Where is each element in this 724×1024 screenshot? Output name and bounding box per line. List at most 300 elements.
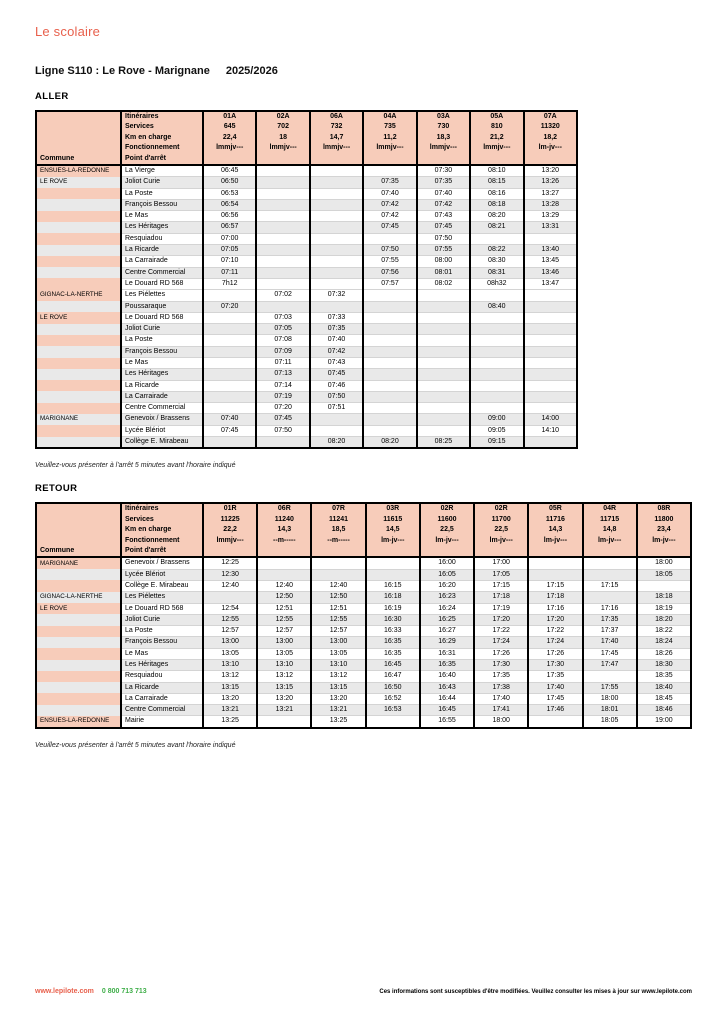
column-header-03A: 03A 730 18,3 lmmjv--- bbox=[417, 111, 470, 165]
time-cell: 08:20 bbox=[363, 437, 416, 449]
commune-cell: MARIGNANE bbox=[36, 557, 121, 569]
commune-cell bbox=[36, 580, 121, 591]
stop-cell: La Carrairade bbox=[121, 391, 203, 402]
time-cell: 16:05 bbox=[420, 569, 474, 580]
time-cell: 13:00 bbox=[311, 637, 365, 648]
time-cell: 17:18 bbox=[528, 592, 582, 603]
table-row bbox=[36, 569, 691, 580]
column-header-03R: 03R 11615 14,5 lm-jv--- bbox=[366, 503, 420, 557]
time-cell bbox=[417, 425, 470, 436]
table-row bbox=[36, 391, 577, 402]
time-cell bbox=[363, 324, 416, 335]
time-cell: 07:42 bbox=[417, 199, 470, 210]
time-cell: 07:42 bbox=[310, 346, 363, 357]
time-cell: 16:29 bbox=[420, 637, 474, 648]
table-row bbox=[36, 437, 577, 449]
time-cell: 17:26 bbox=[528, 648, 582, 659]
stop-cell: Lycée Blériot bbox=[121, 425, 203, 436]
stop-cell: La Ricarde bbox=[121, 682, 203, 693]
time-cell bbox=[203, 335, 256, 346]
time-cell bbox=[363, 312, 416, 323]
footer-website-link[interactable]: www.lepilote.com bbox=[35, 988, 94, 995]
time-cell: 07:20 bbox=[203, 301, 256, 312]
time-cell: 07:32 bbox=[310, 290, 363, 301]
time-cell bbox=[524, 312, 577, 323]
time-cell: 16:43 bbox=[420, 682, 474, 693]
time-cell: 07:10 bbox=[203, 256, 256, 267]
time-cell bbox=[363, 165, 416, 177]
table-row bbox=[36, 603, 691, 614]
commune-cell bbox=[36, 233, 121, 244]
stop-cell: La Poste bbox=[121, 626, 203, 637]
table-row bbox=[36, 199, 577, 210]
time-cell bbox=[203, 312, 256, 323]
time-cell: 09:05 bbox=[470, 425, 523, 436]
table-row bbox=[36, 358, 577, 369]
table-row bbox=[36, 211, 577, 222]
season: 2025/2026 bbox=[225, 65, 278, 77]
time-cell bbox=[363, 414, 416, 425]
time-cell: 07:40 bbox=[417, 188, 470, 199]
time-cell: 17:24 bbox=[528, 637, 582, 648]
time-cell bbox=[310, 425, 363, 436]
time-cell bbox=[417, 358, 470, 369]
time-cell: 17:18 bbox=[474, 592, 528, 603]
time-cell bbox=[363, 425, 416, 436]
table-row bbox=[36, 693, 691, 704]
time-cell bbox=[524, 301, 577, 312]
section-aller bbox=[35, 91, 692, 469]
stop-cell: Genevoix / Brassens bbox=[121, 557, 203, 569]
time-cell bbox=[417, 403, 470, 414]
time-cell: 18:05 bbox=[637, 569, 691, 580]
time-cell: 07:45 bbox=[256, 414, 309, 425]
time-cell: 13:05 bbox=[203, 648, 257, 659]
time-cell: 12:55 bbox=[257, 614, 311, 625]
time-cell: 13:25 bbox=[311, 716, 365, 728]
time-cell bbox=[203, 391, 256, 402]
time-cell bbox=[256, 256, 309, 267]
time-cell: 17:19 bbox=[474, 603, 528, 614]
commune-column-header: Commune bbox=[36, 111, 121, 165]
time-cell: 12:40 bbox=[311, 580, 365, 591]
table-row bbox=[36, 312, 577, 323]
time-cell: 12:30 bbox=[203, 569, 257, 580]
commune-cell: LE ROVE bbox=[36, 177, 121, 188]
time-cell: 16:24 bbox=[420, 603, 474, 614]
stop-cell: Lycée Blériot bbox=[121, 569, 203, 580]
time-cell: 06:53 bbox=[203, 188, 256, 199]
column-header-02R: 02R 11600 22,5 lm-jv--- bbox=[420, 503, 474, 557]
time-cell bbox=[310, 188, 363, 199]
commune-cell bbox=[36, 671, 121, 682]
table-row bbox=[36, 301, 577, 312]
time-cell bbox=[310, 301, 363, 312]
row-labels-header: Itinéraires Services Km en charge Fonctionnement Point d'arrêt bbox=[121, 111, 203, 165]
time-cell: 07:55 bbox=[363, 256, 416, 267]
commune-cell bbox=[36, 637, 121, 648]
time-cell bbox=[524, 403, 577, 414]
time-cell: 07:43 bbox=[310, 358, 363, 369]
time-cell: 07:40 bbox=[310, 335, 363, 346]
footer-phone: 0 800 713 713 bbox=[101, 988, 147, 995]
time-cell: 07:45 bbox=[203, 425, 256, 436]
time-cell: 17:40 bbox=[528, 682, 582, 693]
commune-cell: LE ROVE bbox=[36, 603, 121, 614]
time-cell bbox=[470, 324, 523, 335]
time-cell: 07:11 bbox=[256, 358, 309, 369]
column-header-04R: 04R 11715 14,8 lm-jv--- bbox=[583, 503, 637, 557]
time-cell bbox=[363, 403, 416, 414]
commune-cell bbox=[36, 648, 121, 659]
line-title: Ligne S110 : Le Rove - Marignane bbox=[35, 65, 210, 77]
time-cell: 13:31 bbox=[524, 222, 577, 233]
column-header-08R: 08R 11800 23,4 lm-jv--- bbox=[637, 503, 691, 557]
time-cell bbox=[256, 267, 309, 278]
time-cell bbox=[524, 233, 577, 244]
time-cell: 08:22 bbox=[470, 245, 523, 256]
time-cell: 13:15 bbox=[311, 682, 365, 693]
table-row bbox=[36, 660, 691, 671]
table-row bbox=[36, 557, 691, 569]
time-cell: 07:08 bbox=[256, 335, 309, 346]
commune-cell: GIGNAC-LA-NERTHE bbox=[36, 592, 121, 603]
time-cell bbox=[417, 335, 470, 346]
time-cell: 07:05 bbox=[203, 245, 256, 256]
time-cell bbox=[363, 358, 416, 369]
time-cell bbox=[310, 278, 363, 289]
time-cell: 07:43 bbox=[417, 211, 470, 222]
time-cell bbox=[417, 346, 470, 357]
table-row bbox=[36, 414, 577, 425]
time-cell bbox=[366, 716, 420, 728]
time-cell: 12:25 bbox=[203, 557, 257, 569]
time-cell bbox=[256, 233, 309, 244]
time-cell bbox=[203, 346, 256, 357]
table-row bbox=[36, 369, 577, 380]
time-cell bbox=[310, 165, 363, 177]
time-cell: 07:40 bbox=[363, 188, 416, 199]
time-cell: 13:27 bbox=[524, 188, 577, 199]
time-cell bbox=[256, 199, 309, 210]
time-cell bbox=[583, 671, 637, 682]
stop-cell: Centre Commercial bbox=[121, 403, 203, 414]
time-cell: 07:50 bbox=[363, 245, 416, 256]
table-row bbox=[36, 705, 691, 716]
time-cell: 18:26 bbox=[637, 648, 691, 659]
stop-cell: Collège E. Mirabeau bbox=[121, 580, 203, 591]
time-cell: 08:21 bbox=[470, 222, 523, 233]
time-cell: 13:12 bbox=[257, 671, 311, 682]
time-cell: 08:01 bbox=[417, 267, 470, 278]
stop-cell: Mairie bbox=[121, 716, 203, 728]
time-cell: 06:45 bbox=[203, 165, 256, 177]
stop-cell: Resquiadou bbox=[121, 233, 203, 244]
time-cell: 08:25 bbox=[417, 437, 470, 449]
time-cell: 17:16 bbox=[528, 603, 582, 614]
time-cell: 17:45 bbox=[528, 693, 582, 704]
commune-cell bbox=[36, 188, 121, 199]
time-cell bbox=[256, 188, 309, 199]
column-header-02A: 02A 702 18 lmmjv--- bbox=[256, 111, 309, 165]
commune-cell bbox=[36, 437, 121, 449]
time-cell: 12:55 bbox=[311, 614, 365, 625]
time-cell: 12:50 bbox=[311, 592, 365, 603]
table-row bbox=[36, 267, 577, 278]
time-cell bbox=[470, 312, 523, 323]
time-cell: 12:40 bbox=[203, 580, 257, 591]
time-cell: 12:57 bbox=[203, 626, 257, 637]
time-cell: 16:00 bbox=[420, 557, 474, 569]
time-cell bbox=[524, 369, 577, 380]
stop-cell: La Carrairade bbox=[121, 693, 203, 704]
time-cell: 08:02 bbox=[417, 278, 470, 289]
time-cell bbox=[256, 278, 309, 289]
time-cell bbox=[366, 557, 420, 569]
time-cell bbox=[257, 557, 311, 569]
commune-cell bbox=[36, 335, 121, 346]
time-cell: 13:47 bbox=[524, 278, 577, 289]
time-cell: 07:45 bbox=[417, 222, 470, 233]
time-cell: 17:41 bbox=[474, 705, 528, 716]
time-cell: 16:33 bbox=[366, 626, 420, 637]
time-cell bbox=[310, 211, 363, 222]
time-cell: 13:21 bbox=[311, 705, 365, 716]
section-retour bbox=[35, 483, 692, 748]
time-cell bbox=[363, 290, 416, 301]
column-header-01A: 01A 645 22,4 lmmjv--- bbox=[203, 111, 256, 165]
time-cell: 08h32 bbox=[470, 278, 523, 289]
time-cell: 12:57 bbox=[257, 626, 311, 637]
time-cell: 17:00 bbox=[474, 557, 528, 569]
time-cell: 06:57 bbox=[203, 222, 256, 233]
commune-cell bbox=[36, 245, 121, 256]
time-cell bbox=[257, 569, 311, 580]
commune-cell bbox=[36, 358, 121, 369]
time-cell: 13:10 bbox=[257, 660, 311, 671]
time-cell bbox=[310, 414, 363, 425]
stop-cell: Le Douard RD 568 bbox=[121, 603, 203, 614]
commune-cell bbox=[36, 403, 121, 414]
time-cell: 16:35 bbox=[366, 637, 420, 648]
time-cell: 09:00 bbox=[470, 414, 523, 425]
time-cell bbox=[528, 557, 582, 569]
time-cell: 13:15 bbox=[203, 682, 257, 693]
direction-heading-retour: RETOUR bbox=[35, 483, 78, 495]
table-row bbox=[36, 324, 577, 335]
time-cell bbox=[203, 290, 256, 301]
time-cell: 07:45 bbox=[310, 369, 363, 380]
time-cell: 17:30 bbox=[528, 660, 582, 671]
time-cell bbox=[256, 301, 309, 312]
time-cell: 17:37 bbox=[583, 626, 637, 637]
stop-cell: Centre Commercial bbox=[121, 705, 203, 716]
commune-cell bbox=[36, 626, 121, 637]
time-cell: 18:00 bbox=[637, 557, 691, 569]
time-cell: 14:10 bbox=[524, 425, 577, 436]
time-cell bbox=[310, 245, 363, 256]
time-cell bbox=[203, 592, 257, 603]
timetable-aller bbox=[35, 110, 692, 449]
commune-cell bbox=[36, 222, 121, 233]
time-cell: 07:03 bbox=[256, 312, 309, 323]
table-row bbox=[36, 165, 577, 177]
time-cell: 07:57 bbox=[363, 278, 416, 289]
time-cell: 16:25 bbox=[420, 614, 474, 625]
time-cell bbox=[583, 592, 637, 603]
time-cell bbox=[470, 346, 523, 357]
timetable-retour bbox=[35, 502, 692, 728]
table-row bbox=[36, 614, 691, 625]
commune-cell bbox=[36, 369, 121, 380]
time-cell bbox=[311, 557, 365, 569]
time-cell bbox=[470, 403, 523, 414]
commune-column-header: Commune bbox=[36, 503, 121, 557]
stop-cell: Les Héritages bbox=[121, 660, 203, 671]
time-cell: 08:20 bbox=[470, 211, 523, 222]
table-row bbox=[36, 425, 577, 436]
footer-contacts bbox=[35, 980, 147, 998]
commune-cell: LE ROVE bbox=[36, 312, 121, 323]
time-cell: 07:05 bbox=[256, 324, 309, 335]
stop-cell: Le Douard RD 568 bbox=[121, 312, 203, 323]
time-cell: 13:20 bbox=[524, 165, 577, 177]
time-cell: 07:13 bbox=[256, 369, 309, 380]
time-cell: 13:10 bbox=[311, 660, 365, 671]
time-cell: 16:44 bbox=[420, 693, 474, 704]
time-cell: 18:30 bbox=[637, 660, 691, 671]
stop-cell: François Bessou bbox=[121, 346, 203, 357]
time-cell: 12:57 bbox=[311, 626, 365, 637]
table-row bbox=[36, 403, 577, 414]
timetable-grid-aller bbox=[35, 110, 578, 449]
time-cell: 13:15 bbox=[257, 682, 311, 693]
time-cell bbox=[583, 557, 637, 569]
time-cell: 07:55 bbox=[417, 245, 470, 256]
stop-cell: La Carrairade bbox=[121, 256, 203, 267]
time-cell bbox=[417, 324, 470, 335]
time-cell: 17:22 bbox=[474, 626, 528, 637]
commune-cell bbox=[36, 346, 121, 357]
time-cell: 13:20 bbox=[203, 693, 257, 704]
time-cell bbox=[528, 569, 582, 580]
time-cell bbox=[524, 290, 577, 301]
time-cell bbox=[524, 358, 577, 369]
time-cell: 13:40 bbox=[524, 245, 577, 256]
time-cell bbox=[524, 335, 577, 346]
table-row bbox=[36, 233, 577, 244]
time-cell: 08:18 bbox=[470, 199, 523, 210]
table-row bbox=[36, 716, 691, 728]
table-row bbox=[36, 256, 577, 267]
time-cell: 18:46 bbox=[637, 705, 691, 716]
commune-cell bbox=[36, 278, 121, 289]
commune-cell bbox=[36, 614, 121, 625]
time-cell bbox=[256, 211, 309, 222]
time-cell: 07:45 bbox=[363, 222, 416, 233]
time-cell: 08:15 bbox=[470, 177, 523, 188]
time-cell: 17:38 bbox=[474, 682, 528, 693]
time-cell: 16:27 bbox=[420, 626, 474, 637]
column-header-06R: 06R 11240 14,3 --m----- bbox=[257, 503, 311, 557]
time-cell bbox=[470, 290, 523, 301]
commune-cell bbox=[36, 267, 121, 278]
time-cell bbox=[524, 437, 577, 449]
time-cell: 07:09 bbox=[256, 346, 309, 357]
time-cell: 07:33 bbox=[310, 312, 363, 323]
time-cell bbox=[203, 437, 256, 449]
time-cell: 17:20 bbox=[528, 614, 582, 625]
time-cell bbox=[363, 346, 416, 357]
stop-cell: La Ricarde bbox=[121, 245, 203, 256]
table-row bbox=[36, 222, 577, 233]
time-cell: 12:55 bbox=[203, 614, 257, 625]
arrival-note-aller: Veuillez-vous présenter à l'arrêt 5 minutes avant l'horaire indiqué bbox=[35, 462, 236, 470]
time-cell: 16:50 bbox=[366, 682, 420, 693]
time-cell: 12:51 bbox=[257, 603, 311, 614]
time-cell: 18:01 bbox=[583, 705, 637, 716]
time-cell: 06:56 bbox=[203, 211, 256, 222]
table-row bbox=[36, 177, 577, 188]
time-cell bbox=[583, 569, 637, 580]
table-row bbox=[36, 682, 691, 693]
time-cell: 07:40 bbox=[203, 414, 256, 425]
time-cell: 07:46 bbox=[310, 380, 363, 391]
time-cell: 16:52 bbox=[366, 693, 420, 704]
time-cell: 13:20 bbox=[257, 693, 311, 704]
direction-heading-aller: ALLER bbox=[35, 91, 69, 102]
time-cell: 07:14 bbox=[256, 380, 309, 391]
commune-cell bbox=[36, 301, 121, 312]
time-cell: 07:00 bbox=[203, 233, 256, 244]
time-cell: 17:30 bbox=[474, 660, 528, 671]
time-cell: 13:20 bbox=[311, 693, 365, 704]
time-cell bbox=[310, 222, 363, 233]
time-cell bbox=[363, 301, 416, 312]
table-row bbox=[36, 188, 577, 199]
time-cell: 12:50 bbox=[257, 592, 311, 603]
stop-cell: Le Mas bbox=[121, 648, 203, 659]
time-cell: 16:19 bbox=[366, 603, 420, 614]
commune-cell: ENSUES-LA-REDONNE bbox=[36, 165, 121, 177]
commune-cell bbox=[36, 569, 121, 580]
table-row bbox=[36, 278, 577, 289]
time-cell: 17:16 bbox=[583, 603, 637, 614]
time-cell: 17:46 bbox=[528, 705, 582, 716]
time-cell: 16:15 bbox=[366, 580, 420, 591]
time-cell bbox=[363, 369, 416, 380]
time-cell bbox=[256, 222, 309, 233]
time-cell: 08:16 bbox=[470, 188, 523, 199]
time-cell bbox=[203, 369, 256, 380]
time-cell: 18:35 bbox=[637, 671, 691, 682]
time-cell: 07:50 bbox=[417, 233, 470, 244]
time-cell: 07:42 bbox=[363, 199, 416, 210]
time-cell: 07:30 bbox=[417, 165, 470, 177]
time-cell: 13:21 bbox=[203, 705, 257, 716]
time-cell: 17:55 bbox=[583, 682, 637, 693]
time-cell bbox=[470, 233, 523, 244]
table-row bbox=[36, 637, 691, 648]
stop-cell: La Ricarde bbox=[121, 380, 203, 391]
time-cell: 13:26 bbox=[524, 177, 577, 188]
time-cell: 18:22 bbox=[637, 626, 691, 637]
time-cell bbox=[470, 380, 523, 391]
commune-cell bbox=[36, 324, 121, 335]
time-cell: 16:47 bbox=[366, 671, 420, 682]
time-cell bbox=[203, 403, 256, 414]
column-header-04A: 04A 735 11,2 lmmjv--- bbox=[363, 111, 416, 165]
